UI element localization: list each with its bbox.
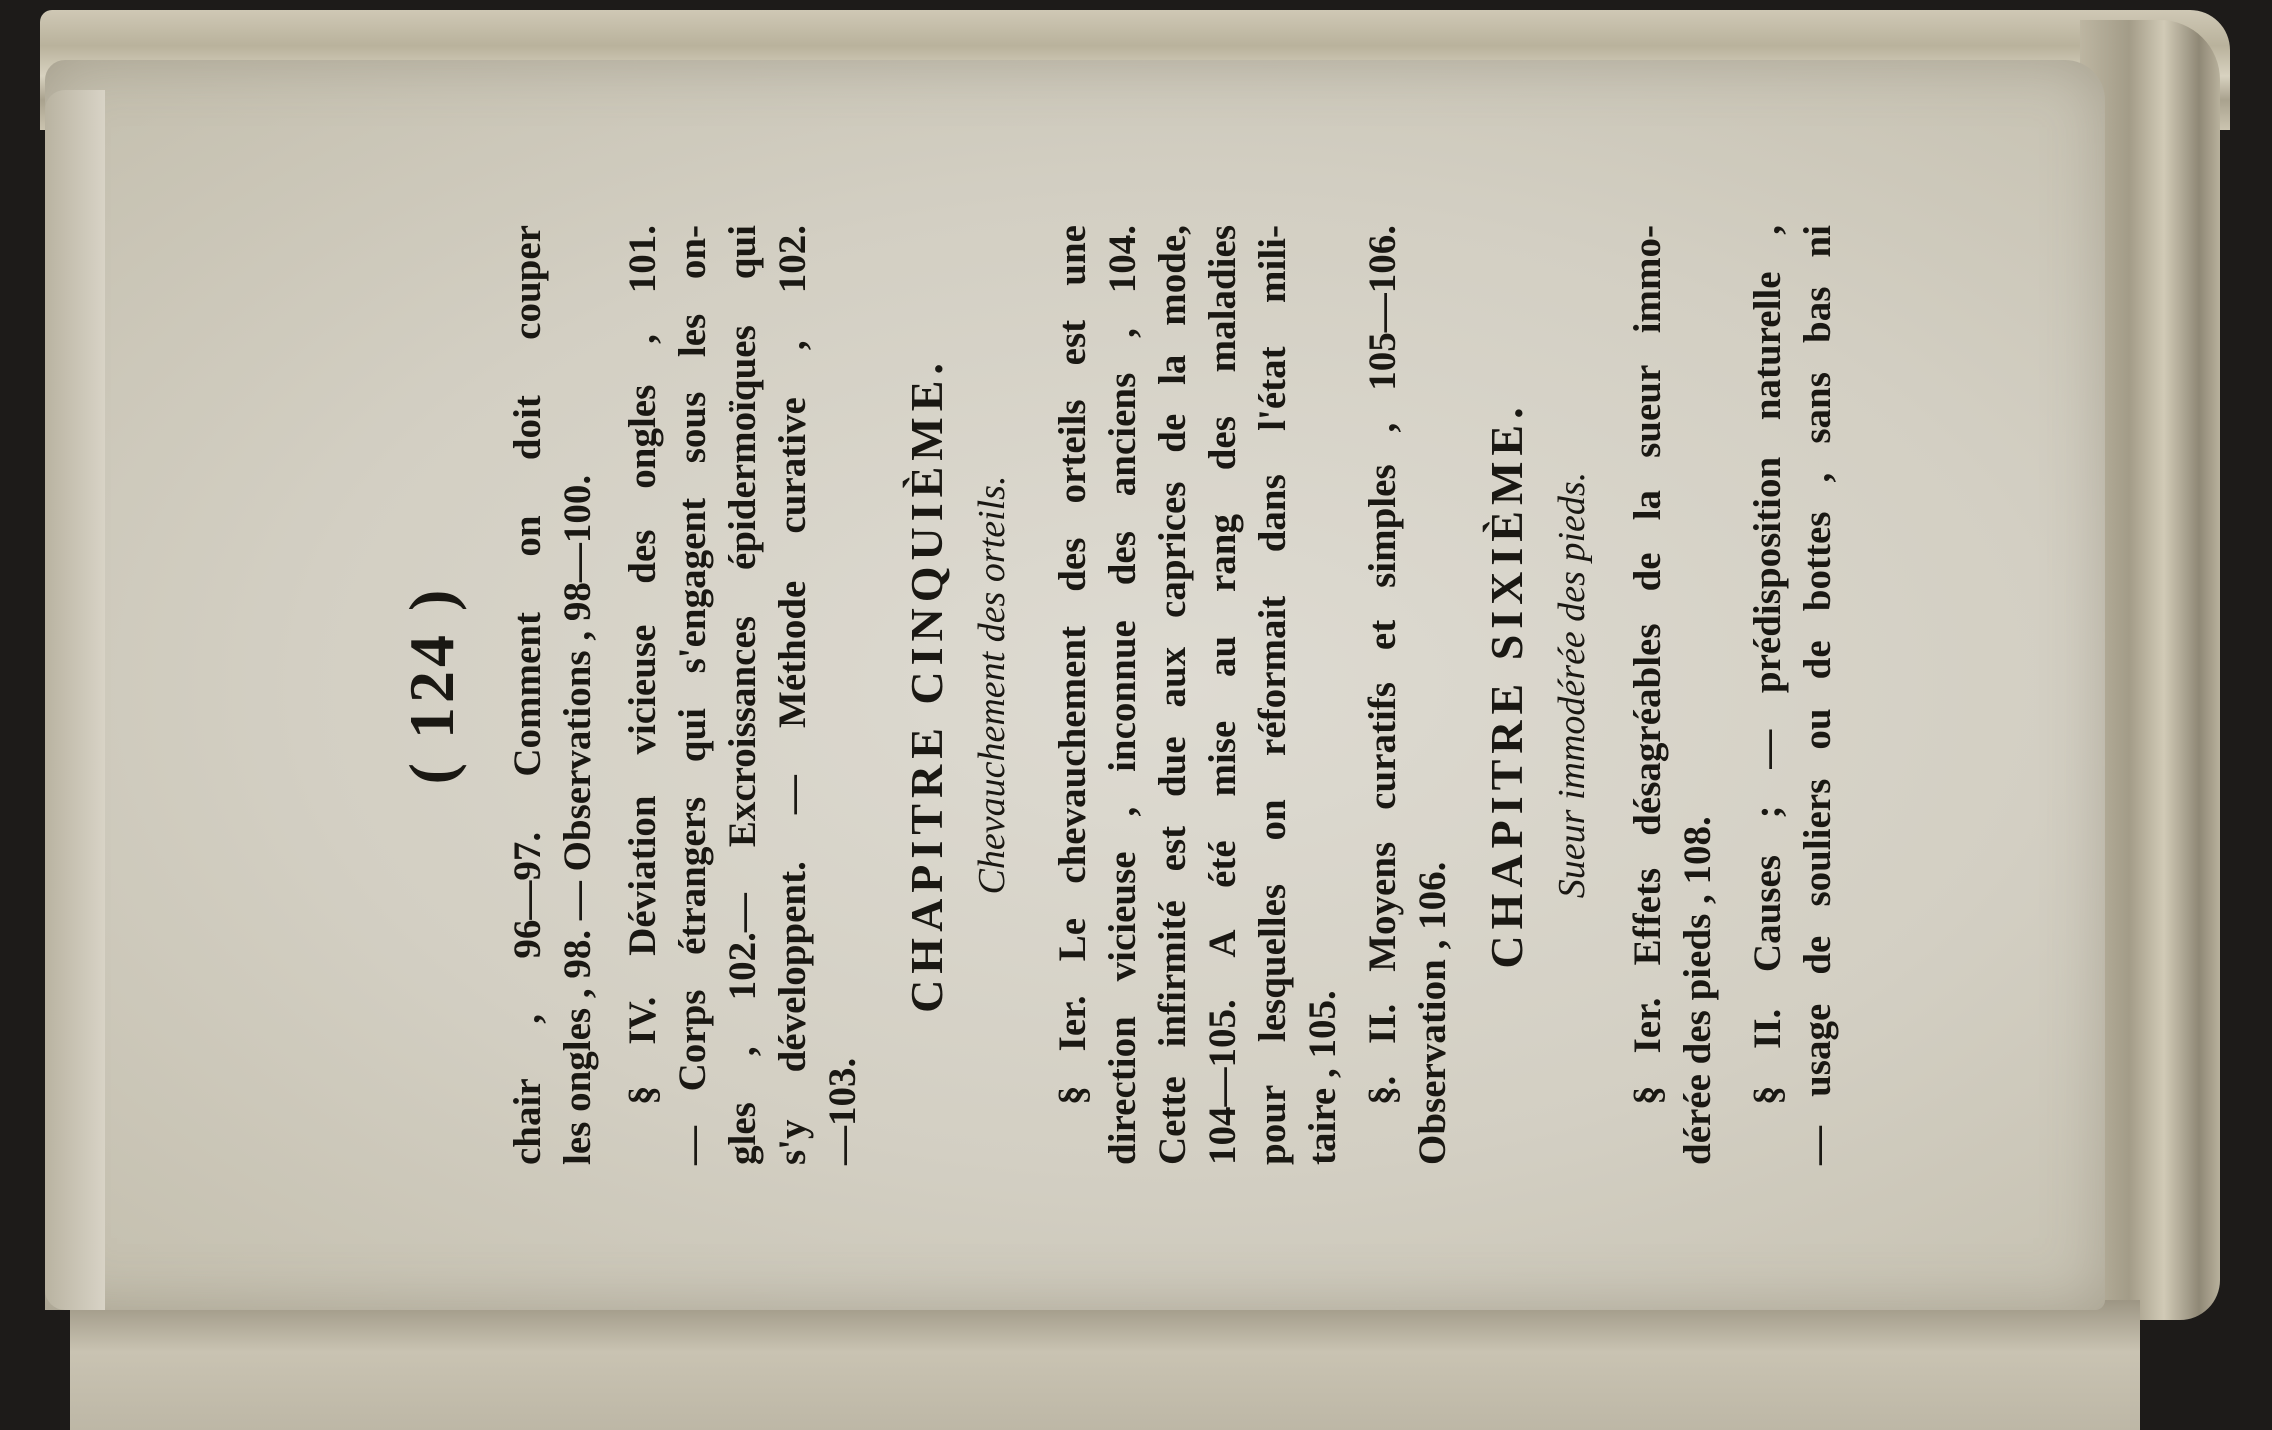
section-5-1-line: Cette infirmité est due aux caprices de la mode, [1151,225,1194,1165]
chapter-five-title: CHAPITRE CINQUIÈME. [901,357,952,1013]
section-iv-line: s'y développent. — Méthode curative , 102. [771,225,814,1165]
chapter-five-subtitle: Chevauchement des orteils. [971,475,1013,895]
section-6-2-line: — usage de souliers ou de bottes , sans bas ni [1796,225,1839,1165]
chapter-six-title: CHAPITRE SIXIÈME. [1481,401,1532,969]
section-6-2-line: § II. Causes ; — prédisposition naturelle , [1746,225,1789,1105]
section-5-1-line: taire , 105. [1301,990,1344,1165]
section-5-1-line: direction vicieuse , inconnue des anciens , 104. [1101,225,1144,1165]
section-iv-line: — Corps étrangers qui s'engagent sous les on- [671,225,714,1165]
rotated-text-page [355,145,1915,1225]
text-line: chair , 96—97. Comment on doit couper [506,225,549,1165]
section-5-1-line: 104—105. A été mise au rang des maladies [1201,225,1244,1165]
text-line: les ongles , 98. — Observations , 98—100. [556,474,599,1165]
section-iv-line: § IV. Déviation vicieuse des ongles , 101. [621,225,664,1105]
section-iv-line: gles , 102.— Excroissances épidermoïques qui [721,225,764,1165]
section-6-1-line: dérée des pieds , 108. [1676,816,1719,1165]
section-5-2-line: §. II. Moyens curatifs et simples , 105—106. [1361,225,1404,1105]
section-5-1-line: pour lesquelles on réformait dans l'état mili- [1251,225,1294,1165]
section-5-2-line: Observation , 106. [1411,861,1454,1165]
section-6-1-line: § Ier. Effets désagréables de la sueur immo- [1626,225,1669,1105]
page-fold [45,90,105,1310]
page-number: ( 124 ) [396,585,467,785]
facing-page-edge [70,1300,2140,1430]
section-iv-line: —103. [821,1057,864,1165]
section-5-1-line: § Ier. Le chevauchement des orteils est une [1051,225,1094,1105]
chapter-six-subtitle: Sueur immodérée des pieds. [1551,471,1593,899]
